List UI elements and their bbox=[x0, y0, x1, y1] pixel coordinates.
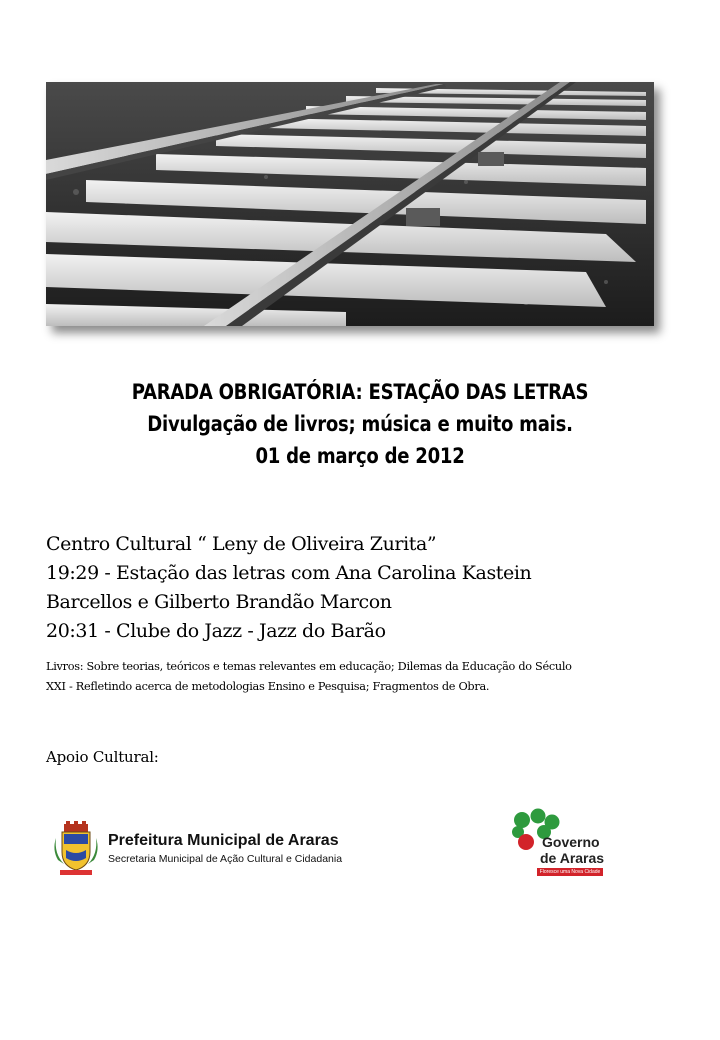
event-title: PARADA OBRIGATÓRIA: ESTAÇÃO DAS LETRAS bbox=[131, 380, 589, 404]
governo-logo bbox=[508, 808, 618, 878]
railroad-photo bbox=[46, 82, 654, 326]
venue-name: Centro Cultural “ Leny de Oliveira Zurita” bbox=[46, 533, 437, 555]
prefeitura-logo bbox=[50, 820, 380, 880]
coat-of-arms-icon bbox=[50, 820, 102, 878]
governo-line-1: Governo bbox=[542, 834, 600, 850]
schedule-item-1: 19:29 - Estação das letras com Ana Carolina Kastein bbox=[46, 562, 532, 584]
prefeitura-subtitle: Secretaria Municipal de Ação Cultural e Cidadania bbox=[108, 853, 343, 865]
schedule-item-2: 20:31 - Clube do Jazz - Jazz do Barão bbox=[46, 620, 386, 642]
governo-line-2: de Araras bbox=[540, 850, 605, 866]
event-date: 01 de março de 2012 bbox=[255, 444, 465, 468]
governo-tagline: Floresce uma Nova Cidade bbox=[537, 868, 603, 876]
event-subtitle: Divulgação de livros; música e muito mais. bbox=[147, 412, 573, 436]
railroad-tracks-image bbox=[46, 82, 654, 326]
books-line-1: Livros: Sobre teorias, teóricos e temas relevantes em educação; Dilemas da Educação do Século bbox=[46, 660, 572, 673]
event-headline bbox=[0, 376, 720, 472]
schedule-item-1-continued: Barcellos e Gilberto Brandão Marcon bbox=[46, 591, 392, 613]
books-line-2: XXI - Refletindo acerca de metodologias Ensino e Pesquisa; Fragmentos de Obra. bbox=[46, 680, 490, 693]
event-details bbox=[46, 530, 676, 646]
prefeitura-title: Prefeitura Municipal de Araras bbox=[108, 832, 339, 849]
books-description bbox=[46, 657, 676, 697]
support-label: Apoio Cultural: bbox=[46, 748, 159, 766]
